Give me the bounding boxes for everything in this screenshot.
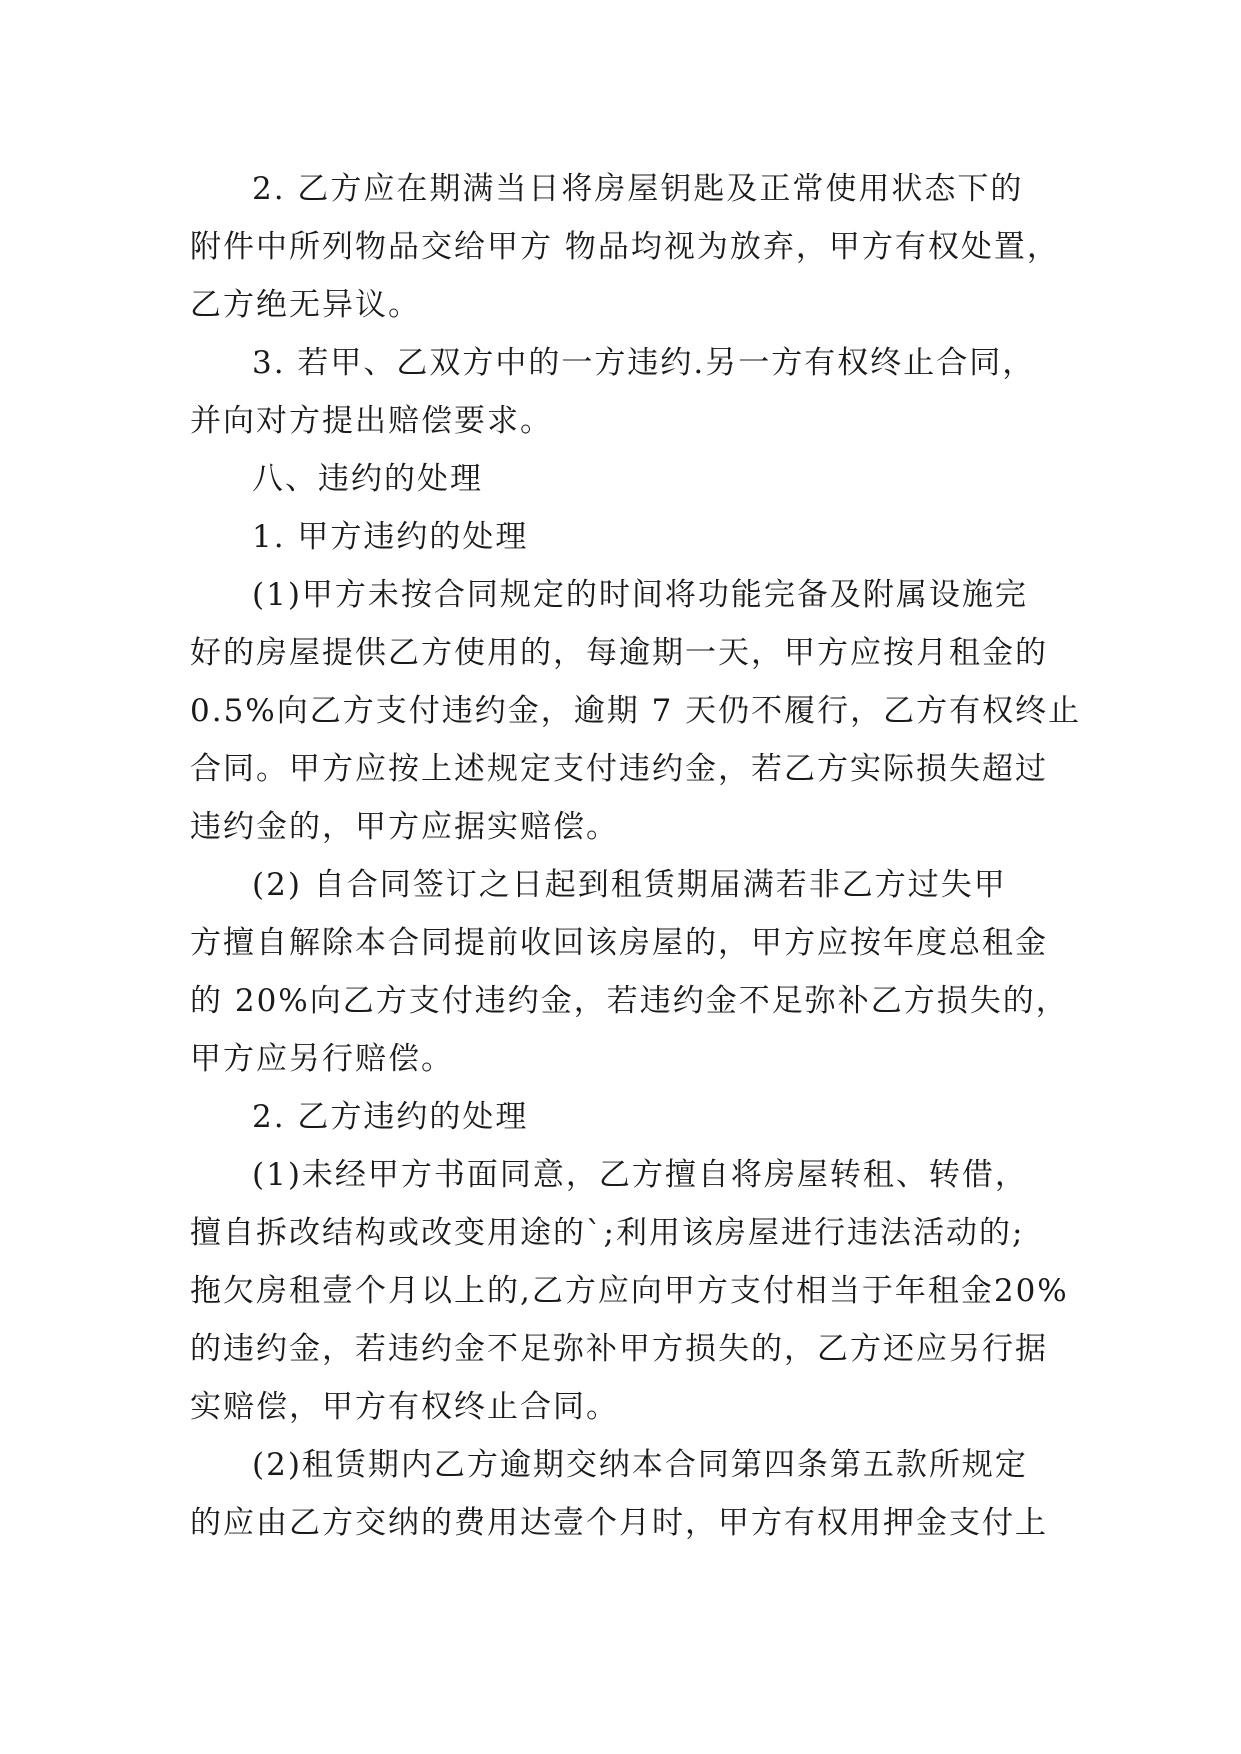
text-line: 乙方绝无异议。 [190, 287, 421, 323]
text-line: 的违约金，若违约金不足弥补甲方损失的，乙方还应另行据 [190, 1331, 1048, 1367]
text-line: 合同。甲方应按上述规定支付违约金，若乙方实际损失超过 [190, 751, 1048, 787]
text-line: 的 20%向乙方支付违约金，若违约金不足弥补乙方损失的， [190, 983, 1069, 1019]
text-line: 拖欠房租壹个月以上的,乙方应向甲方支付相当于年租金20% [190, 1273, 1069, 1309]
text-line: 2. 乙方应在期满当日将房屋钥匙及正常使用状态下的 [252, 171, 1024, 207]
text-line: 并向对方提出赔偿要求。 [190, 403, 553, 439]
text-line: (1)未经甲方书面同意，乙方擅自将房屋转租、转借， [252, 1157, 1028, 1193]
text-line: (2) 自合同签订之日起到租赁期届满若非乙方过失甲 [252, 867, 1007, 903]
text-line: 好的房屋提供乙方使用的，每逾期一天，甲方应按月租金的 [190, 635, 1048, 671]
text-line: 违约金的，甲方应据实赔偿。 [190, 809, 619, 845]
text-line: 甲方应另行赔偿。 [190, 1041, 454, 1077]
contract-text-body [190, 160, 1082, 1552]
subsection-heading: 1. 甲方违约的处理 [252, 519, 529, 555]
text-line: 方擅自解除本合同提前收回该房屋的，甲方应按年度总租金 [190, 925, 1048, 961]
text-line: 3. 若甲、乙双方中的一方违约.另一方有权终止合同， [252, 345, 1036, 381]
subsection-heading: 2. 乙方违约的处理 [252, 1099, 529, 1135]
text-line: 擅自拆改结构或改变用途的`;利用该房屋进行违法活动的; [190, 1215, 1025, 1251]
text-line: 附件中所列物品交给甲方 物品均视为放弃，甲方有权处置， [190, 229, 1060, 265]
text-line: 实赔偿，甲方有权终止合同。 [190, 1389, 619, 1425]
text-line: 的应由乙方交纳的费用达壹个月时，甲方有权用押金支付上 [190, 1505, 1048, 1541]
text-line: (2)租赁期内乙方逾期交纳本合同第四条第五款所规定 [252, 1447, 1028, 1483]
section-heading: 八、违约的处理 [252, 461, 483, 497]
text-line: 0.5%向乙方支付违约金，逾期 7 天仍不履行，乙方有权终止 [190, 693, 1082, 729]
text-line: (1)甲方未按合同规定的时间将功能完备及附属设施完 [252, 577, 1028, 613]
